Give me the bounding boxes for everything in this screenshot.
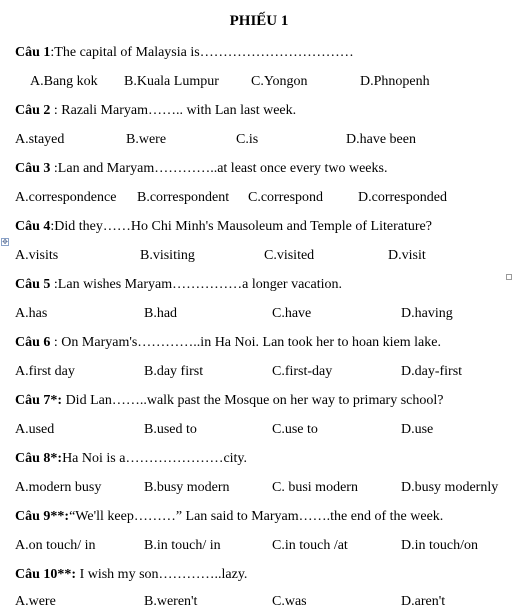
question-text: I wish my son…………..lazy. — [79, 567, 248, 582]
paragraph-marker-icon — [506, 274, 512, 280]
question-text: Did they……Ho Chi Minh's Mausoleum and Temple of Literature? — [54, 219, 432, 234]
question-separator: : — [50, 219, 55, 234]
option-b: B.day first — [144, 364, 204, 379]
option-a: A.first day — [15, 364, 75, 379]
option-b: B.in touch/ in — [144, 538, 221, 553]
question-label: Câu 9**: — [15, 509, 70, 524]
question-separator: : — [50, 103, 62, 118]
option-c: C.in touch /at — [272, 538, 348, 553]
question-text: Did Lan……..walk past the Mosque on her way to primary school? — [65, 393, 444, 408]
question-7 — [15, 393, 443, 409]
option-a: A.on touch/ in — [15, 538, 96, 553]
option-c: C.first-day — [272, 364, 333, 379]
question-8 — [15, 451, 247, 467]
question-label: Câu 8*: — [15, 451, 63, 466]
question-label: Câu 1 — [15, 45, 51, 60]
question-label: Câu 7*: — [15, 393, 63, 408]
option-b: B.visiting — [140, 248, 195, 263]
question-label: Câu 6 — [15, 335, 51, 350]
option-b: B.had — [144, 306, 178, 321]
option-d: D.have been — [346, 132, 416, 147]
question-text: Ha Noi is a…………………city. — [62, 451, 248, 466]
option-c: C.visited — [264, 248, 315, 263]
option-b: B.Kuala Lumpur — [124, 74, 219, 89]
question-separator: : — [50, 45, 55, 60]
option-c: C. busi modern — [272, 480, 358, 495]
option-d: D.busy modernly — [401, 480, 499, 495]
option-c: C.Yongon — [251, 74, 308, 89]
question-separator: : — [50, 335, 62, 350]
question-label: Câu 3 — [15, 161, 51, 176]
option-a: A.stayed — [15, 132, 65, 147]
option-b: B.were — [126, 132, 167, 147]
option-a: A.modern busy — [15, 480, 102, 495]
option-d: D.day-first — [401, 364, 463, 379]
question-9 — [15, 509, 443, 525]
question-1 — [15, 45, 354, 61]
option-b: B.weren't — [144, 594, 198, 609]
question-text: Lan wishes Maryam……………a longer vacation. — [57, 277, 343, 292]
option-a: A.visits — [15, 248, 59, 263]
option-c: C.have — [272, 306, 312, 321]
question-5 — [15, 277, 342, 293]
option-c: C.is — [236, 132, 259, 147]
option-c: C.use to — [272, 422, 318, 437]
question-separator: : — [50, 161, 58, 176]
option-d: D.corresponded — [358, 190, 448, 205]
option-d: D.Phnopenh — [360, 74, 430, 89]
option-a: A.were — [15, 594, 56, 609]
question-label: Câu 5 — [15, 277, 51, 292]
option-d: D.having — [401, 306, 453, 321]
option-b: B.used to — [144, 422, 197, 437]
option-d: D.visit — [388, 248, 426, 263]
question-2 — [15, 103, 296, 119]
question-text: Lan and Maryam…………..at least once every two weeks. — [57, 161, 388, 176]
option-c: C.was — [272, 594, 307, 609]
question-text: Razali Maryam…….. with Lan last week. — [61, 103, 297, 118]
option-a: A.used — [15, 422, 55, 437]
question-4 — [15, 219, 432, 235]
worksheet-title: PHIẾU 1 — [229, 13, 289, 29]
question-6 — [15, 335, 441, 351]
question-text: On Maryam's…………..in Ha Noi. Lan took her to hoan kiem lake. — [61, 335, 441, 350]
question-label: Câu 4 — [15, 219, 51, 234]
option-d: D.aren't — [401, 594, 446, 609]
option-b: B.correspondent — [137, 190, 230, 205]
question-text: “We'll keep………” Lan said to Maryam…….the end of the week. — [69, 509, 444, 524]
question-label: Câu 2 — [15, 103, 51, 118]
option-a: A.Bang kok — [30, 74, 98, 89]
question-label: Câu 10**: — [15, 567, 77, 582]
question-separator: : — [50, 277, 58, 292]
option-a: A.correspondence — [15, 190, 117, 205]
table-move-handle-icon[interactable]: ✥ — [2, 238, 8, 246]
question-3 — [15, 161, 387, 177]
question-text: The capital of Malaysia is…………………………… — [54, 45, 354, 60]
option-b: B.busy modern — [144, 480, 230, 495]
option-d: D.in touch/on — [401, 538, 478, 553]
option-c: C.correspond — [248, 190, 324, 205]
option-d: D.use — [401, 422, 434, 437]
option-a: A.has — [15, 306, 48, 321]
question-10 — [15, 567, 247, 583]
